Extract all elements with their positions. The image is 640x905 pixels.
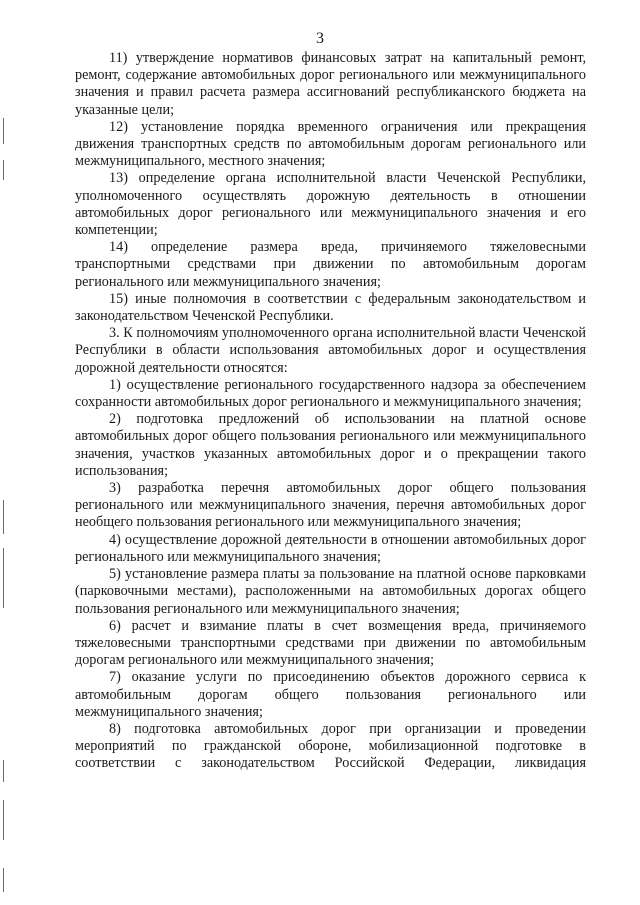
paragraph-subitem-7: 7) оказание услуги по присоединению объектов дорожного сервиса к автомобильным дорогам общего пользования регионального или межмуниципального значения; <box>75 669 586 720</box>
paragraph-item-12: 12) установление порядка временного ограничения или прекращения движения транспортных средств по автомобильным дорогам регионального или межмуниципального, местного значения; <box>75 118 586 170</box>
paragraph-item-14: 14) определение размера вреда, причиняемого тяжеловесными транспортными средствами при движении по автомобильным дорогам регионального или межмуниципального значения; <box>75 239 586 290</box>
paragraph-subitem-6: 6) расчет и взимание платы в счет возмещения вреда, причиняемого тяжеловесными транспортными средствами при движении по автомобильным дорогам регионального или межмуниципального значения; <box>75 617 586 669</box>
page-number: 3 <box>316 30 324 47</box>
paragraph-subitem-5: 5) установление размера платы за пользование на платной основе парковками (парковочными местами), расположенными на автомобильных дорогах общего пользования регионального или межмуниципального значения; <box>75 566 586 617</box>
scan-margin-marks <box>3 0 7 905</box>
paragraph-item-15: 15) иные полномочия в соответствии с федеральным законодательством и законодательством Чеченской Республики. <box>75 290 586 325</box>
paragraph-subitem-8: 8) подготовка автомобильных дорог при организации и проведении мероприятий по гражданской обороне, мобилизационной подготовке в соответствии с законодательством Российской Федерации, ликвидация <box>75 720 586 772</box>
paragraph-section-3: 3. К полномочиям уполномоченного органа исполнительной власти Чеченской Республики в области использования автомобильных дорог и осуществления дорожной деятельности относятся: <box>75 325 586 376</box>
paragraph-subitem-3: 3) разработка перечня автомобильных дорог общего пользования регионального или межмуниципального значения, перечня автомобильных дорог необщего пользования регионального или межмуниципального значения; <box>75 480 586 531</box>
paragraph-subitem-1: 1) осуществление регионального государственного надзора за обеспечением сохранности автомобильных дорог регионального и межмуниципального значения; <box>75 376 586 411</box>
paragraph-item-13: 13) определение органа исполнительной власти Чеченской Республики, уполномоченного осуществлять дорожную деятельность в отношении автомобильных дорог регионального или межмуниципального значения и его компетенции; <box>75 170 586 239</box>
paragraph-subitem-4: 4) осуществление дорожной деятельности в отношении автомобильных дорог регионального или межмуниципального значения; <box>75 531 586 565</box>
paragraph-subitem-2: 2) подготовка предложений об использовании на платной основе автомобильных дорог общего пользования регионального или межмуниципального значения, участков указанных автомобильных дорог и о прекращении такого использования; <box>75 411 586 479</box>
paragraph-item-11: 11) утверждение нормативов финансовых затрат на капитальный ремонт, ремонт, содержание автомобильных дорог регионального или межмуниципального значения и правил расчета размера ассигнований республиканского бюджета на указанные цели; <box>75 50 586 118</box>
document-body <box>75 50 586 773</box>
